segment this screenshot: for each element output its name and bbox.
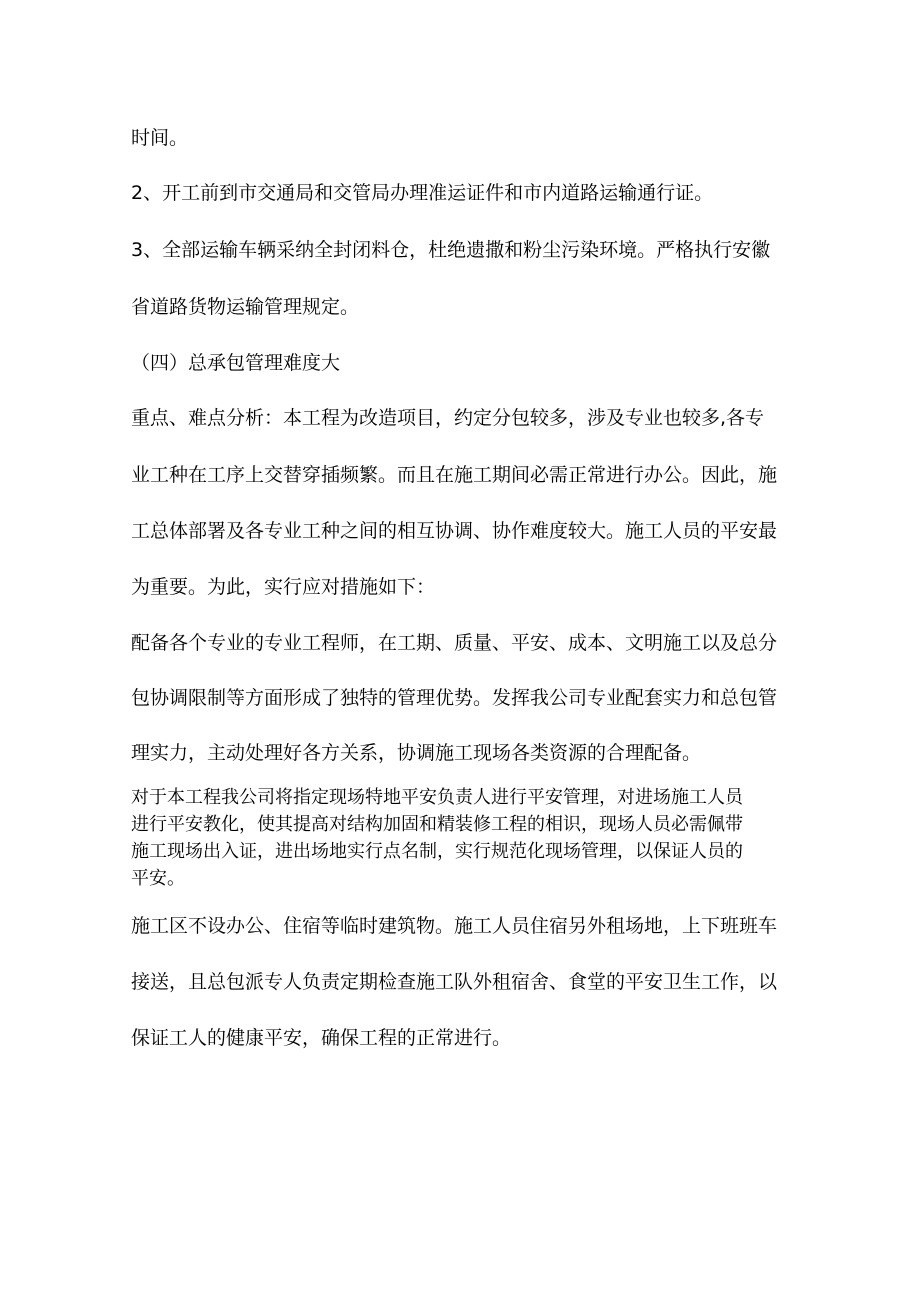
text-line: 时间。 [131,127,189,149]
text-line: 2、开工前到市交通局和交管局办理准运证件和市内道路运输通行证。 [131,182,714,204]
section-heading: （四）总承包管理难度大 [131,352,341,374]
dense-text-line: 进行平安教化，使其提高对结构加固和精装修工程的相识，现场人员必需佩带 [131,814,743,835]
text-line: 保证工人的健康平安，确保工程的正常进行。 [131,1027,512,1049]
text-line: 包协调限制等方面形成了独特的管理优势。发挥我公司专业配套实力和总包管 [131,687,778,709]
text-line: 为重要。为此，实行应对措施如下： [131,576,436,598]
text-line: 工总体部署及各专业工种之间的相互协调、协作难度较大。施工人员的平安最 [131,520,778,542]
text-line: 重点、难点分析：本工程为改造项目，约定分包较多，涉及专业也较多,各专 [131,407,765,429]
text-line: 3、全部运输车辆采纳全封闭料仓，杜绝遗撒和粉尘污染环境。严格执行安徽 [131,239,771,261]
text-line: 业工种在工序上交替穿插频繁。而且在施工期间必需正常进行办公。因此，施 [131,464,778,486]
text-line: 理实力，主动处理好各方关系，协调施工现场各类资源的合理配备。 [131,742,702,764]
text-line: 施工区不设办公、住宿等临时建筑物。施工人员住宿另外租场地，上下班班车 [131,915,778,937]
text-line: 省道路货物运输管理规定。 [131,296,360,318]
text-line: 接送，且总包派专人负责定期检查施工队外租宿舍、食堂的平安卫生工作，以 [131,971,778,993]
dense-text-line: 施工现场出入证，进出场地实行点名制，实行规范化现场管理，以保证人员的 [131,841,743,862]
text-line: 配备各个专业的专业工程师，在工期、质量、平安、成本、文明施工以及总分 [131,632,778,654]
dense-text-line: 平安。 [131,868,185,889]
dense-text-line: 对于本工程我公司将指定现场特地平安负责人进行平安管理，对进场施工人员 [131,787,743,808]
